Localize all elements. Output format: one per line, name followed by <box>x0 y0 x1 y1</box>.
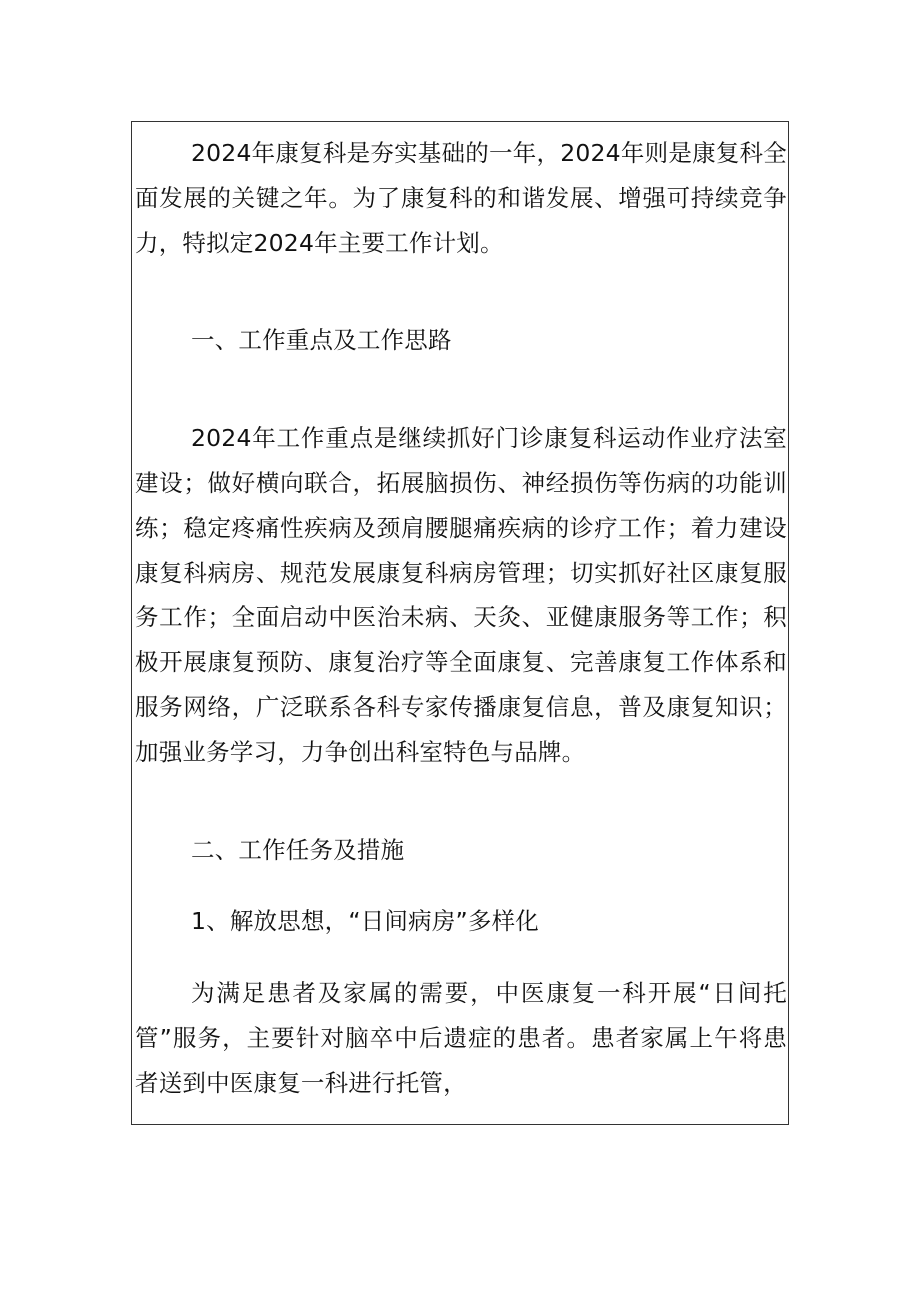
day-care-paragraph: 为满足患者及家属的需要，中医康复一科开展“日间托管”服务，主要针对脑卒中后遗症的患者。患者家属上午将患者送到中医康复一科进行托管， <box>135 979 787 1097</box>
work-focus-paragraph: 2024年工作重点是继续抓好门诊康复科运动作业疗法室建设；做好横向联合，拓展脑损伤、神经损伤等伤病的功能训练；稳定疼痛性疾病及颈肩腰腿痛疾病的诊疗工作；着力建设康复科病房、规范发展康复科病房管理；切实抓好社区康复服务工作；全面启动中医治未病、天灸、亚健康服务等工作；积极开展康复预防、康复治疗等全面康复、完善康复工作体系和服务网络，广泛联系各科专家传播康复信息，普及康复知识；加强业务学习，力争创出科室特色与品牌。 <box>135 424 787 766</box>
intro-paragraph: 2024年康复科是夯实基础的一年，2024年则是康复科全面发展的关键之年。为了康复科的和谐发展、增强可持续竞争力，特拟定2024年主要工作计划。 <box>135 139 787 257</box>
document-body <box>135 131 787 1106</box>
spacer <box>135 265 787 318</box>
section-heading-2: 二、工作任务及措施 <box>191 835 405 864</box>
document-frame <box>131 121 789 1125</box>
section-heading-1: 一、工作重点及工作思路 <box>191 326 452 355</box>
subsection-heading-1: 1、解放思想，“日间病房”多样化 <box>191 907 540 936</box>
spacer <box>135 944 787 971</box>
spacer <box>135 775 787 828</box>
spacer <box>135 363 787 416</box>
spacer <box>135 872 787 899</box>
